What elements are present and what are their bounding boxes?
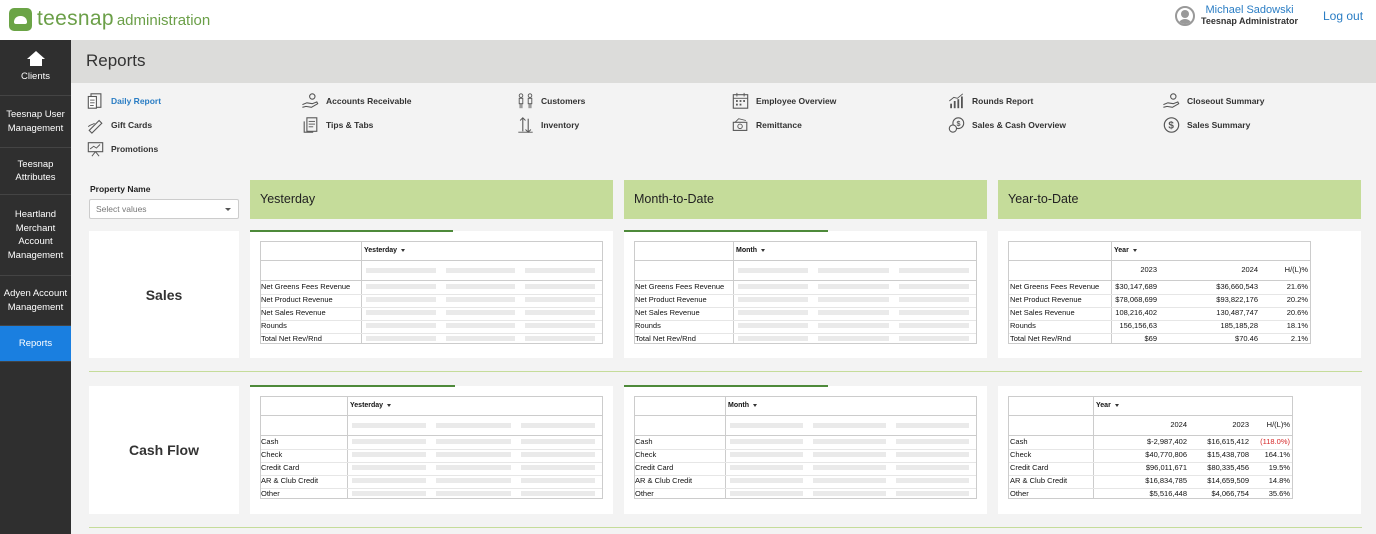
loading-placeholder <box>896 439 969 444</box>
row-label: Credit Card <box>635 463 674 472</box>
row-divider <box>635 488 976 489</box>
menu-customers[interactable] <box>516 92 585 110</box>
loading-placeholder <box>446 297 516 302</box>
row-label: Net Greens Fees Revenue <box>261 282 351 291</box>
logo-text: teesnap <box>37 7 114 30</box>
loading-placeholder <box>813 478 886 483</box>
row-divider <box>261 320 602 321</box>
table-cell: $30,147,689 <box>1115 282 1157 291</box>
loading-placeholder <box>896 423 969 428</box>
menu-closeout-summary[interactable] <box>1162 92 1264 110</box>
menu-sales-cash-overview[interactable] <box>947 116 1066 134</box>
row-label: Total Net Rev/Rnd <box>261 334 322 343</box>
row-label: Rounds <box>1010 321 1036 330</box>
table-cell: $5,516,448 <box>1149 489 1187 498</box>
page-title: Reports <box>86 51 146 70</box>
logout-link[interactable]: Log out <box>1323 9 1364 23</box>
cloud-logo-icon <box>9 8 32 31</box>
menu-tips-tabs[interactable] <box>301 116 373 134</box>
menu-label: Rounds Report <box>972 96 1034 106</box>
loading-placeholder <box>738 323 808 328</box>
menu-promotions[interactable] <box>86 140 158 158</box>
row-label: Rounds <box>635 321 661 330</box>
period-header-ytd: Year-to-Date <box>998 180 1361 219</box>
sidebar-item-label: Heartland Merchant Account Management <box>7 209 64 261</box>
report-icon <box>86 92 105 110</box>
row-label: Net Sales Revenue <box>261 308 326 317</box>
loading-placeholder <box>813 452 886 457</box>
loading-placeholder <box>436 423 510 428</box>
row-label: Cash <box>261 437 279 446</box>
sales-section-label <box>89 231 239 358</box>
chevron-down-icon <box>225 208 231 211</box>
menu-label: Sales Summary <box>1187 120 1251 130</box>
row-label: Check <box>261 450 283 459</box>
property-name-label: Property Name <box>90 184 151 194</box>
loading-placeholder <box>730 439 803 444</box>
menu-label: Remittance <box>756 120 802 130</box>
table-divider <box>261 435 602 436</box>
row-divider <box>635 320 976 321</box>
sidebar-item-heartland[interactable] <box>0 195 71 276</box>
loading-placeholder <box>521 452 595 457</box>
row-label: Credit Card <box>1010 463 1049 472</box>
table-cell: $36,660,543 <box>1216 282 1258 291</box>
sidebar-item-label: Teesnap Attributes <box>15 158 56 183</box>
table-cell: $78,068,699 <box>1115 295 1157 304</box>
loading-placeholder <box>436 478 510 483</box>
loading-bar <box>624 230 828 232</box>
section-divider <box>89 527 1362 528</box>
table-cell: 21.6% <box>1286 282 1308 291</box>
dollar-circle-icon <box>1162 116 1181 134</box>
presentation-icon <box>86 140 105 158</box>
menu-remittance[interactable] <box>731 116 802 134</box>
row-label: Total Net Rev/Rnd <box>1010 334 1071 343</box>
loading-placeholder <box>899 323 969 328</box>
pivot-table <box>260 241 603 344</box>
hand-coins-icon <box>1162 92 1181 110</box>
table-cell: $80,335,456 <box>1207 463 1249 472</box>
column-header: 2024 <box>1241 265 1258 274</box>
pivot-table <box>634 396 977 499</box>
sidebar-item-reports[interactable] <box>0 326 71 362</box>
loading-placeholder <box>366 310 436 315</box>
row-divider <box>261 449 602 450</box>
loading-bar <box>250 385 455 387</box>
column-selector-label: Year <box>1114 247 1129 254</box>
loading-placeholder <box>813 491 886 496</box>
menu-label: Tips & Tabs <box>326 120 374 130</box>
loading-placeholder <box>446 323 516 328</box>
loading-placeholder <box>818 297 888 302</box>
loading-placeholder <box>525 268 595 273</box>
svg-text:$: $ <box>1168 120 1174 132</box>
table-divider <box>1009 260 1310 261</box>
table-cell: $70.46 <box>1235 334 1258 343</box>
section-title: Cash Flow <box>128 442 199 458</box>
row-label: Net Product Revenue <box>261 295 333 304</box>
menu-label: Promotions <box>111 144 159 154</box>
money-icon <box>731 116 750 134</box>
row-label: Net Sales Revenue <box>635 308 700 317</box>
menu-accounts-receivable[interactable] <box>301 92 412 110</box>
loading-placeholder <box>436 491 510 496</box>
loading-bar <box>250 230 453 232</box>
gift-card-icon <box>86 116 105 134</box>
loading-placeholder <box>899 268 969 273</box>
column-selector[interactable] <box>1096 402 1119 409</box>
sidebar-item-attributes[interactable] <box>0 148 71 195</box>
loading-placeholder <box>738 310 808 315</box>
loading-placeholder <box>366 284 436 289</box>
table-divider <box>635 435 976 436</box>
row-label: Net Product Revenue <box>1010 295 1082 304</box>
row-divider <box>635 462 976 463</box>
sidebar-item-adyen[interactable] <box>0 276 71 326</box>
row-divider <box>261 462 602 463</box>
table-divider <box>1009 415 1292 416</box>
loading-placeholder <box>521 478 595 483</box>
period-header-yesterday: Yesterday <box>250 180 613 219</box>
table-cell: 20.2% <box>1286 295 1308 304</box>
menu-label: Gift Cards <box>111 120 153 130</box>
sidebar <box>0 40 71 534</box>
loading-placeholder <box>899 284 969 289</box>
table-cell: 18.1% <box>1286 321 1308 330</box>
menu-rounds-report[interactable] <box>947 92 1033 110</box>
user-profile[interactable] <box>1175 5 1298 27</box>
menu-label: Sales & Cash Overview <box>972 120 1067 130</box>
loading-placeholder <box>446 310 516 315</box>
table-divider <box>347 397 348 498</box>
loading-placeholder <box>446 336 516 341</box>
loading-placeholder <box>525 336 595 341</box>
menu-gift-cards[interactable] <box>86 116 152 134</box>
table-cell: 35.6% <box>1268 489 1290 498</box>
chevron-down-icon <box>387 404 391 407</box>
menu-label: Closeout Summary <box>1187 96 1265 106</box>
column-selector-label: Yesterday <box>350 402 384 409</box>
column-selector-label: Yesterday <box>364 247 398 254</box>
table-divider <box>635 415 976 416</box>
column-selector[interactable] <box>1114 247 1137 254</box>
loading-placeholder <box>521 491 595 496</box>
column-header: 2023 <box>1140 265 1157 274</box>
loading-placeholder <box>366 336 436 341</box>
table-divider <box>635 260 976 261</box>
loading-placeholder <box>896 478 969 483</box>
loading-placeholder <box>366 297 436 302</box>
table-divider <box>261 260 602 261</box>
table-divider <box>1093 397 1094 498</box>
people-icon <box>516 92 535 110</box>
table-divider <box>733 242 734 343</box>
table-divider <box>635 280 976 281</box>
table-divider <box>261 280 602 281</box>
table-cell: 2.1% <box>1290 334 1308 343</box>
cash-section-label <box>89 386 239 514</box>
row-label: AR & Club Credit <box>635 476 693 485</box>
loading-placeholder <box>818 323 888 328</box>
row-label: Check <box>635 450 657 459</box>
table-cell: 14.8% <box>1268 476 1290 485</box>
section-divider <box>89 371 1362 372</box>
ytd-table <box>1008 396 1293 499</box>
logo-subtitle: administration <box>116 11 211 29</box>
chevron-down-icon <box>761 249 765 252</box>
chevron-down-icon <box>1115 404 1119 407</box>
table-cell: 185,185,28 <box>1220 321 1258 330</box>
menu-inventory[interactable] <box>516 116 579 134</box>
loading-placeholder <box>525 323 595 328</box>
loading-placeholder <box>818 268 888 273</box>
table-cell: 20.6% <box>1286 308 1308 317</box>
loading-placeholder <box>738 284 808 289</box>
row-label: Cash <box>635 437 653 446</box>
loading-placeholder <box>352 465 426 470</box>
sidebar-item-user-management[interactable] <box>0 96 71 148</box>
row-label: Rounds <box>261 321 287 330</box>
app-logo[interactable] <box>9 7 210 31</box>
growth-chart-icon <box>947 92 966 110</box>
loading-placeholder <box>738 336 808 341</box>
menu-employee-overview[interactable] <box>731 92 836 110</box>
row-label: Other <box>1010 489 1029 498</box>
pivot-table <box>260 396 603 499</box>
hand-coins-icon <box>301 92 320 110</box>
loading-placeholder <box>899 297 969 302</box>
table-divider <box>1009 280 1310 281</box>
user-name: Michael Sadowski <box>1205 4 1294 16</box>
loading-placeholder <box>521 423 595 428</box>
pivot-table <box>634 241 977 344</box>
column-header: H/(L)% <box>1266 420 1290 429</box>
loading-placeholder <box>366 268 436 273</box>
column-selector-label: Year <box>1096 402 1111 409</box>
chevron-down-icon <box>1133 249 1137 252</box>
row-divider <box>261 488 602 489</box>
loading-placeholder <box>521 439 595 444</box>
loading-placeholder <box>899 310 969 315</box>
loading-placeholder <box>738 297 808 302</box>
column-header: 2023 <box>1232 420 1249 429</box>
table-cell: $14,659,509 <box>1207 476 1249 485</box>
loading-placeholder <box>730 423 803 428</box>
row-label: Credit Card <box>261 463 300 472</box>
row-divider <box>1009 320 1310 321</box>
loading-placeholder <box>446 284 516 289</box>
table-cell: 130,487,747 <box>1216 308 1258 317</box>
menu-label: Accounts Receivable <box>326 96 412 106</box>
table-cell: $69 <box>1144 334 1157 343</box>
loading-placeholder <box>366 323 436 328</box>
table-divider <box>1111 242 1112 343</box>
row-label: Cash <box>1010 437 1028 446</box>
menu-daily-report[interactable] <box>86 92 161 110</box>
loading-placeholder <box>446 268 516 273</box>
ytd-table <box>1008 241 1311 344</box>
table-cell: $16,834,785 <box>1145 476 1187 485</box>
avatar-icon <box>1175 6 1195 26</box>
menu-label: Employee Overview <box>756 96 837 106</box>
table-cell: $-2,987,402 <box>1146 437 1187 446</box>
table-cell: $40,770,806 <box>1145 450 1187 459</box>
loading-placeholder <box>818 336 888 341</box>
column-selector-label: Month <box>736 247 757 254</box>
row-label: AR & Club Credit <box>261 476 319 485</box>
svg-text:$: $ <box>956 118 961 128</box>
sidebar-item-label: Adyen Account Management <box>3 288 68 313</box>
row-label: Check <box>1010 450 1032 459</box>
menu-sales-summary[interactable] <box>1162 116 1250 134</box>
loading-placeholder <box>896 491 969 496</box>
column-selector[interactable] <box>350 402 391 409</box>
menu-label: Inventory <box>541 120 580 130</box>
table-cell: $4,066,754 <box>1211 489 1249 498</box>
home-icon <box>27 51 45 67</box>
sidebar-item-label: Teesnap User Management <box>6 109 65 134</box>
period-header-mtd: Month-to-Date <box>624 180 987 219</box>
loading-placeholder <box>525 284 595 289</box>
column-selector[interactable] <box>736 247 765 254</box>
page-header <box>71 40 1376 83</box>
loading-placeholder <box>896 452 969 457</box>
loading-placeholder <box>730 478 803 483</box>
loading-placeholder <box>436 465 510 470</box>
table-divider <box>1009 435 1292 436</box>
arrows-icon <box>516 116 535 134</box>
loading-placeholder <box>525 297 595 302</box>
table-cell: 156,156,63 <box>1119 321 1157 330</box>
table-cell: $93,822,176 <box>1216 295 1258 304</box>
row-label: Net Greens Fees Revenue <box>635 282 725 291</box>
sidebar-item-clients[interactable] <box>0 40 71 96</box>
user-role: Teesnap Administrator <box>1201 16 1299 26</box>
row-label: Other <box>261 489 280 498</box>
loading-placeholder <box>352 423 426 428</box>
table-cell: $16,615,412 <box>1207 437 1249 446</box>
table-divider <box>261 415 602 416</box>
column-selector[interactable] <box>728 402 757 409</box>
property-select-placeholder: Select values <box>96 204 147 214</box>
chevron-down-icon <box>401 249 405 252</box>
loading-placeholder <box>738 268 808 273</box>
calendar-icon <box>731 92 750 110</box>
property-select[interactable] <box>89 199 239 219</box>
row-label: Other <box>635 489 654 498</box>
column-header: H/(L)% <box>1284 265 1308 274</box>
top-bar <box>0 0 1376 40</box>
loading-placeholder <box>818 284 888 289</box>
column-header: 2024 <box>1170 420 1187 429</box>
loading-placeholder <box>730 465 803 470</box>
row-divider <box>635 449 976 450</box>
loading-bar <box>624 385 828 387</box>
table-cell: $15,438,708 <box>1207 450 1249 459</box>
column-selector[interactable] <box>364 247 405 254</box>
row-label: Net Product Revenue <box>635 295 707 304</box>
column-selector-label: Month <box>728 402 749 409</box>
loading-placeholder <box>352 491 426 496</box>
row-label: Net Greens Fees Revenue <box>1010 282 1100 291</box>
menu-label: Customers <box>541 96 586 106</box>
table-divider <box>361 242 362 343</box>
table-cell: 164.1% <box>1264 450 1290 459</box>
loading-placeholder <box>813 423 886 428</box>
menu-label: Daily Report <box>111 96 162 106</box>
loading-placeholder <box>730 452 803 457</box>
loading-placeholder <box>899 336 969 341</box>
receipt-icon <box>301 116 320 134</box>
loading-placeholder <box>730 491 803 496</box>
sidebar-item-label: Reports <box>18 337 53 349</box>
sidebar-item-label: Clients <box>20 71 51 83</box>
loading-placeholder <box>352 452 426 457</box>
row-label: Total Net Rev/Rnd <box>635 334 696 343</box>
row-label: Net Sales Revenue <box>1010 308 1075 317</box>
loading-placeholder <box>896 465 969 470</box>
loading-placeholder <box>525 310 595 315</box>
table-cell: 108,216,402 <box>1115 308 1157 317</box>
loading-placeholder <box>436 439 510 444</box>
row-label: AR & Club Credit <box>1010 476 1068 485</box>
table-divider <box>725 397 726 498</box>
section-title: Sales <box>145 286 183 303</box>
table-cell: $96,011,671 <box>1145 463 1187 472</box>
loading-placeholder <box>813 439 886 444</box>
loading-placeholder <box>813 465 886 470</box>
dollar-coins-icon <box>947 116 966 134</box>
chevron-down-icon <box>753 404 757 407</box>
table-cell: 19.5% <box>1268 463 1290 472</box>
loading-placeholder <box>352 439 426 444</box>
loading-placeholder <box>352 478 426 483</box>
loading-placeholder <box>436 452 510 457</box>
table-cell: (118.0%) <box>1260 437 1290 446</box>
loading-placeholder <box>818 310 888 315</box>
loading-placeholder <box>521 465 595 470</box>
